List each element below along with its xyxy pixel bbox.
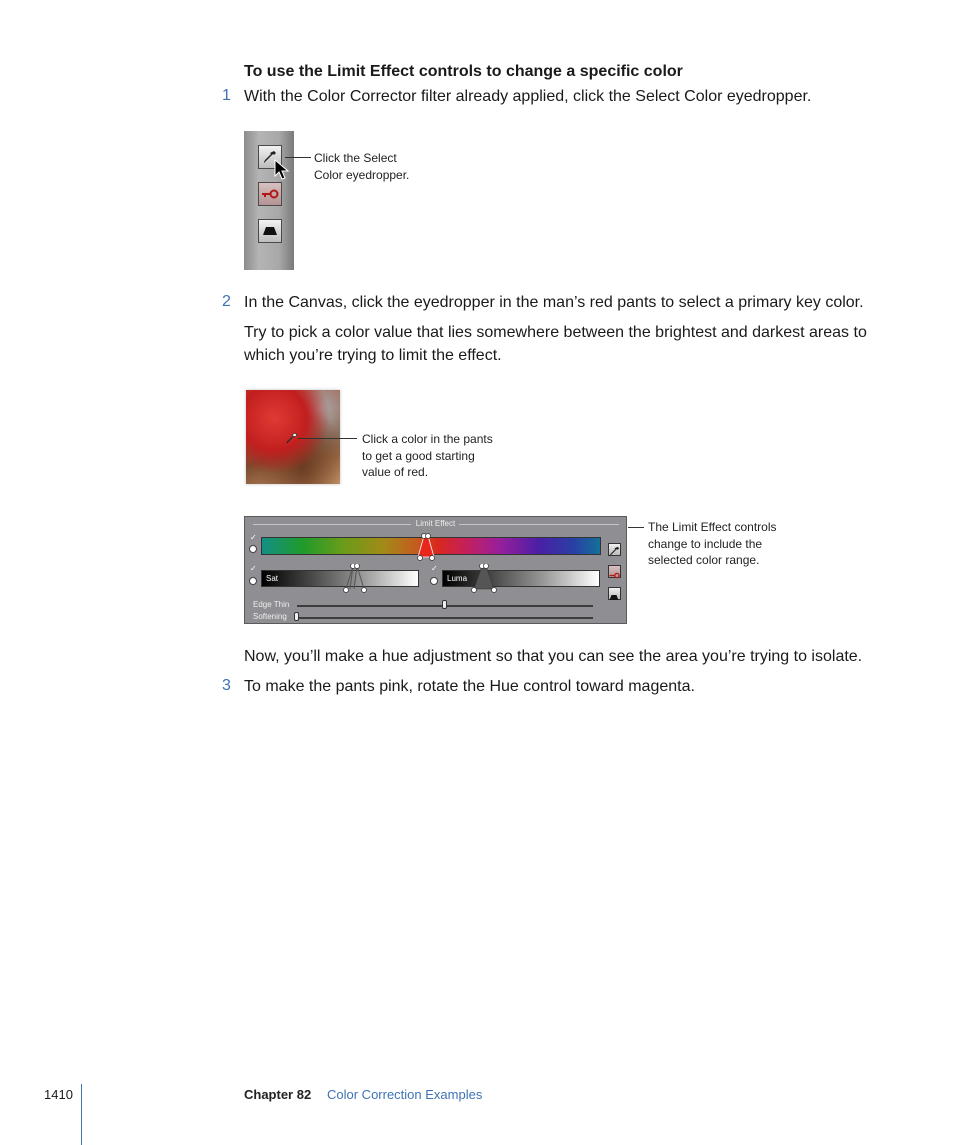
pants-callout-line bbox=[298, 438, 357, 439]
step-1-number: 1 bbox=[222, 87, 231, 104]
sat-radio[interactable] bbox=[249, 577, 257, 585]
limit-effect-panel bbox=[244, 516, 627, 624]
eyedropper-icon bbox=[286, 432, 298, 444]
luma-radio[interactable] bbox=[430, 577, 438, 585]
trapezoid-icon bbox=[262, 226, 278, 236]
key-icon bbox=[261, 189, 279, 199]
limit-effect-title: Limit Effect bbox=[415, 519, 456, 528]
step-3-text: To make the pants pink, rotate the Hue control toward magenta. bbox=[244, 678, 695, 695]
footer-rule bbox=[81, 1084, 82, 1145]
edge-thin-label: Edge Thin bbox=[253, 600, 290, 609]
luma-label: Luma bbox=[447, 574, 468, 583]
callout-line-text: selected color range. bbox=[648, 553, 760, 567]
procedure-heading: To use the Limit Effect controls to change a specific color bbox=[244, 63, 683, 80]
eyedropper-callout bbox=[314, 150, 409, 183]
trapezoid-button[interactable] bbox=[258, 219, 282, 243]
key-button[interactable] bbox=[258, 182, 282, 206]
limit-effect-tool-strip bbox=[244, 131, 294, 270]
callout-line-text: value of red. bbox=[362, 465, 429, 479]
luma-checkbox-tick[interactable]: ✓ bbox=[431, 564, 438, 573]
callout-line-text: The Limit Effect controls bbox=[648, 520, 777, 534]
step-3-number: 3 bbox=[222, 677, 231, 694]
sat-range-bar[interactable] bbox=[261, 570, 419, 587]
page-number: 1410 bbox=[44, 1087, 73, 1102]
callout-line-text: Click a color in the pants bbox=[362, 432, 493, 446]
eyedropper-callout-line bbox=[285, 157, 311, 158]
softening-label: Softening bbox=[253, 612, 287, 621]
step-2-text: In the Canvas, click the eyedropper in the man’s red pants to select a primary key color. bbox=[244, 294, 864, 311]
panel-key-button[interactable] bbox=[608, 565, 621, 578]
chapter-label: Chapter 82 bbox=[244, 1087, 312, 1102]
hue-range-handles[interactable] bbox=[412, 533, 442, 563]
pants-callout bbox=[362, 431, 493, 481]
step-2-number: 2 bbox=[222, 293, 231, 310]
key-icon bbox=[609, 572, 620, 579]
callout-line-text: Click the Select bbox=[314, 151, 397, 165]
luma-range-handles[interactable] bbox=[468, 564, 502, 594]
softening-knob[interactable] bbox=[294, 612, 299, 621]
sat-range-handles[interactable] bbox=[342, 564, 372, 594]
limit-callout-line bbox=[628, 527, 644, 528]
luma-range-bar[interactable] bbox=[442, 570, 600, 587]
try-paragraph-line-2: which you’re trying to limit the effect. bbox=[244, 347, 502, 364]
red-pants-photo bbox=[246, 390, 340, 484]
panel-eyedropper-button[interactable] bbox=[608, 543, 621, 556]
hue-radio[interactable] bbox=[249, 545, 257, 553]
chapter-title-link[interactable]: Color Correction Examples bbox=[327, 1087, 483, 1102]
callout-line-text: change to include the bbox=[648, 536, 763, 551]
edge-thin-knob[interactable] bbox=[442, 600, 447, 609]
title-rule-right bbox=[459, 524, 619, 525]
panel-trapezoid-button[interactable] bbox=[608, 587, 621, 600]
callout-line-text: to get a good starting bbox=[362, 448, 475, 463]
pointer-cursor-icon bbox=[274, 159, 290, 181]
sat-label: Sat bbox=[266, 574, 279, 583]
hue-checkbox-tick[interactable]: ✓ bbox=[250, 533, 257, 542]
sat-checkbox-tick[interactable]: ✓ bbox=[250, 564, 257, 573]
try-paragraph-line-1: Try to pick a color value that lies somewhere between the brightest and darkest areas to bbox=[244, 324, 867, 341]
step-1-text: With the Color Corrector filter already applied, click the Select Color eyedropper. bbox=[244, 88, 812, 105]
softening-slider[interactable] bbox=[297, 617, 593, 619]
limit-effect-callout bbox=[648, 519, 777, 569]
trapezoid-icon bbox=[609, 594, 619, 601]
eyedropper-icon bbox=[609, 546, 620, 557]
hue-range-bar[interactable] bbox=[261, 537, 601, 555]
now-paragraph: Now, you’ll make a hue adjustment so that you can see the area you’re trying to isolate. bbox=[244, 648, 863, 665]
callout-line-text: Color eyedropper. bbox=[314, 167, 410, 182]
